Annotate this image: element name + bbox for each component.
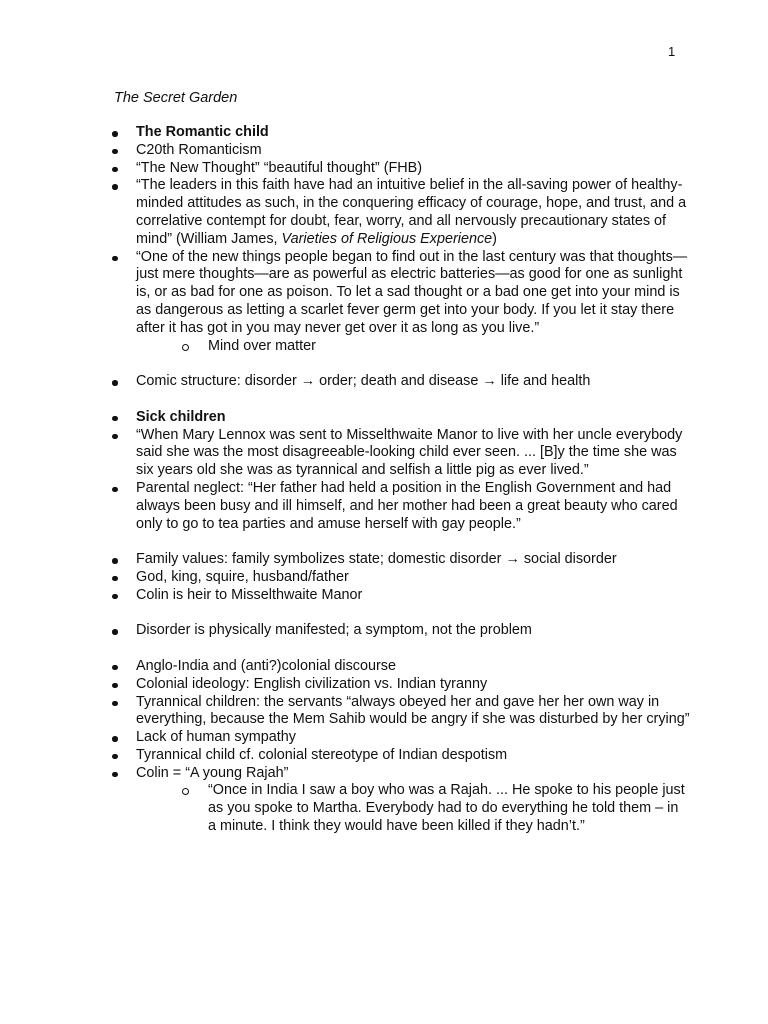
bullet-icon: [112, 416, 118, 422]
item-text: Comic structure: disorder → order; death and disease → life and health: [136, 373, 591, 390]
item-text: Parental neglect: “Her father had held a position in the English Government and had always been busy and ill himself, and her mother had been a great beauty who cared only to go to tea parties and amuse herself with gay people.”: [136, 479, 678, 532]
list-item: [110, 124, 690, 142]
spacer: [110, 355, 690, 373]
bullet-icon: [112, 256, 118, 262]
item-text: Anglo-India and (anti?)colonial discourse: [136, 657, 396, 674]
list-item: [110, 694, 690, 730]
item-text: Disorder is physically manifested; a symptom, not the problem: [136, 622, 532, 639]
bullet-icon: [112, 736, 118, 742]
list-item: [110, 249, 690, 338]
heading-romantic-child: The Romantic child: [136, 124, 269, 140]
bullet-icon: [112, 576, 118, 582]
list-item: [110, 480, 690, 533]
bullet-icon: [112, 131, 118, 137]
list-item: [110, 729, 690, 747]
item-text: Family values: family symbolizes state; domestic disorder → social disorder: [136, 551, 617, 568]
bullet-icon: [112, 629, 118, 635]
list-item: [110, 765, 690, 783]
item-text: Tyrannical child cf. colonial stereotype of Indian despotism: [136, 746, 508, 763]
item-text: Colin is heir to Misselthwaite Manor: [136, 586, 363, 603]
page-number: 1: [668, 44, 676, 59]
list-item: [110, 658, 690, 676]
item-text: Mind over matter: [208, 337, 316, 354]
list-item: [110, 676, 690, 694]
list-item: [110, 569, 690, 587]
circle-bullet-icon: [182, 344, 189, 351]
bullet-icon: [112, 701, 118, 707]
item-text: Colin = “A young Rajah”: [136, 764, 289, 781]
spacer: [110, 640, 690, 658]
bullet-icon: [112, 754, 118, 760]
quote-text: “The leaders in this faith have had an intuitive belief in the all-saving power of healthy-minded attitudes as such, in the conquering efficacy of courage, hope, and trust, and a correlative contempt for doubt, fear, worry, and all nervously precautionary states of mind” (William James,: [136, 177, 687, 247]
citation-title: Varieties of Religious Experience: [281, 230, 493, 247]
heading-sick-children: Sick children: [136, 408, 226, 425]
bullet-icon: [112, 665, 118, 671]
sub-list-item: [110, 338, 690, 356]
list-item: [110, 622, 690, 640]
sub-list-item: [110, 782, 690, 835]
bullet-icon: [112, 149, 118, 155]
citation-end: ): [492, 230, 497, 247]
item-text: “The New Thought” “beautiful thought” (FHB): [136, 159, 423, 176]
quote-text: “One of the new things people began to find out in the last century was that thoughts—just mere thoughts—are as powerful as electric batteries—as good for one as sunlight is, or as bad for one as poison. To let a sad thought or a bad one get into your mind is as dangerous as letting a scarlet fever germ get into your body. If you let it stay there after it has got in you may never get over it as long as you live.”: [136, 248, 688, 336]
list-item: [110, 160, 690, 178]
spacer: [110, 391, 690, 409]
spacer: [110, 605, 690, 623]
bullet-icon: [112, 434, 118, 440]
list-item: [110, 587, 690, 605]
document-title: The Secret Garden: [114, 90, 238, 106]
bullet-icon: [112, 380, 118, 386]
quote-text: “When Mary Lennox was sent to Misselthwaite Manor to live with her uncle everybody said she was the most disagreeable-looking child ever seen. ... [B]y the time she was six years old she was as tyrannical and selfish a little pig as ever lived.”: [136, 426, 683, 479]
document-body: [110, 124, 690, 836]
bullet-icon: [112, 167, 118, 173]
list-item: [110, 747, 690, 765]
quote-text: “Once in India I saw a boy who was a Rajah. ... He spoke to his people just as you spoke to Martha. Everybody had to do everything he told them – in a minute. I think they would have been killed if they hadn’t.”: [208, 782, 685, 835]
list-item: [110, 409, 690, 427]
list-item: [110, 373, 690, 391]
item-text: Tyrannical children: the servants “always obeyed her and gave her her own way in everything, because the Mem Sahib would be angry if she was disturbed by her crying”: [136, 693, 690, 728]
list-item: [110, 142, 690, 160]
bullet-icon: [112, 683, 118, 689]
item-text: C20th Romanticism: [136, 141, 262, 158]
list-item: [110, 551, 690, 569]
item-text: Colonial ideology: English civilization vs. Indian tyranny: [136, 675, 488, 692]
bullet-icon: [112, 487, 118, 493]
item-text: God, king, squire, husband/father: [136, 568, 349, 585]
bullet-icon: [112, 594, 118, 600]
spacer: [110, 533, 690, 551]
list-item: [110, 427, 690, 480]
item-text: Lack of human sympathy: [136, 729, 296, 746]
bullet-icon: [112, 184, 118, 190]
bullet-icon: [112, 558, 118, 564]
list-item: [110, 177, 690, 248]
circle-bullet-icon: [182, 788, 189, 795]
bullet-icon: [112, 772, 118, 778]
